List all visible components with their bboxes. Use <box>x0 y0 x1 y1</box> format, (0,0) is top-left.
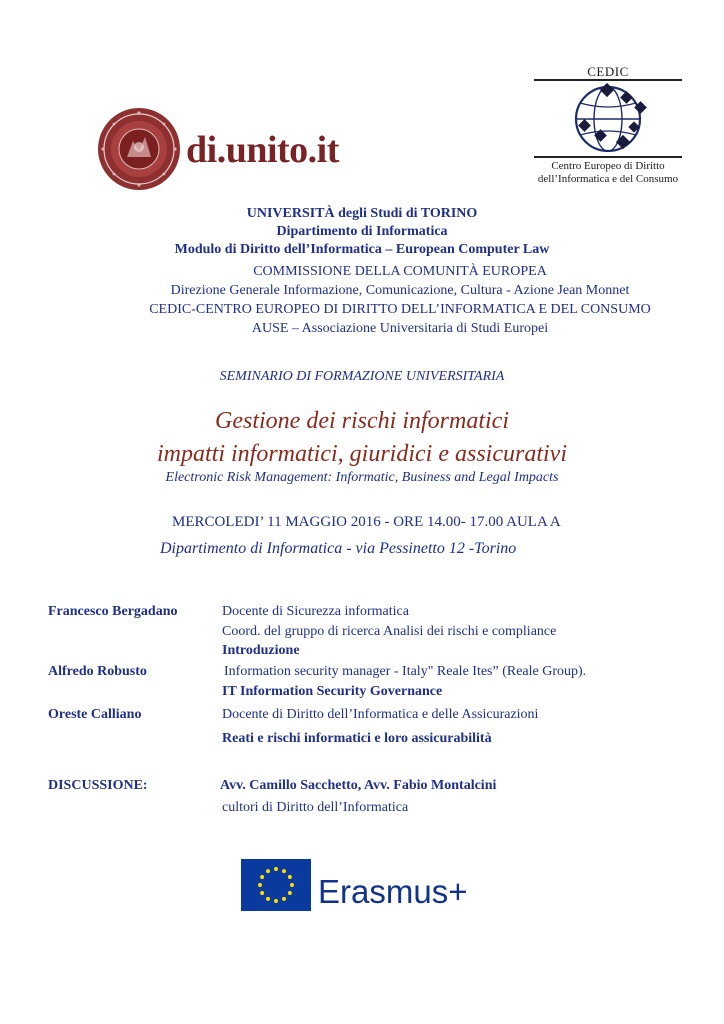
speaker-topic: Reati e rischi informatici e loro assicurabilità <box>222 731 492 746</box>
speaker-name: Oreste Calliano <box>48 707 142 722</box>
speaker-topic: Introduzione <box>222 643 300 658</box>
header-module: Modulo di Diritto dell’Informatica – European Computer Law <box>174 242 550 257</box>
header-ause: AUSE – Associazione Universitaria di Studi Europei <box>251 321 549 336</box>
speaker-role: Docente di Diritto dell’Informatica e delle Assicurazioni <box>222 707 539 722</box>
header-department: Dipartimento di Informatica <box>276 224 448 239</box>
university-seal-logo <box>97 107 181 191</box>
header-commission: COMMISSIONE DELLA COMUNITÀ EUROPEA <box>253 264 547 279</box>
discussion-note: cultori di Diritto dell’Informatica <box>222 800 409 815</box>
event-title-line-2: impatti informatici, giuridici e assicurativi <box>157 441 567 467</box>
event-title-line-1: Gestione dei rischi informatici <box>215 408 509 434</box>
globe-icon <box>562 81 654 157</box>
unito-wordmark: di.unito.it <box>186 129 339 171</box>
header-university: UNIVERSITÀ degli Studi di TORINO <box>246 206 478 221</box>
speaker-topic: IT Information Security Governance <box>222 684 443 699</box>
cedic-name: CEDIC <box>587 64 629 79</box>
event-location: Dipartimento di Informatica - via Pessinetto 12 -Torino <box>160 540 517 557</box>
cedic-subtitle-line-1: Centro Europeo di Diritto <box>551 160 665 172</box>
speaker-role: Coord. del gruppo di ricerca Analisi dei rischi e compliance <box>222 624 557 639</box>
eu-flag-icon <box>241 859 311 911</box>
discussion-people: Avv. Camillo Sacchetto, Avv. Fabio Montalcini <box>220 778 497 793</box>
speaker-name: Alfredo Robusto <box>48 664 147 679</box>
cedic-subtitle-line-2: dell’Informatica e del Consumo <box>537 173 679 185</box>
event-subtitle: Electronic Risk Management: Informatic, Business and Legal Impacts <box>165 470 559 485</box>
event-kind: SEMINARIO DI FORMAZIONE UNIVERSITARIA <box>219 369 505 384</box>
discussion-label: DISCUSSIONE: <box>48 778 148 793</box>
erasmus-wordmark: Erasmus+ <box>318 873 468 910</box>
speaker-role: Docente di Sicurezza informatica <box>222 604 409 619</box>
header-cedic: CEDIC-CENTRO EUROPEO DI DIRITTO DELL’INFORMATICA E DEL CONSUMO <box>149 302 651 317</box>
event-datetime: MERCOLEDI’ 11 MAGGIO 2016 - ORE 14.00- 17.00 AULA A <box>172 514 561 530</box>
speaker-name: Francesco Bergadano <box>48 604 178 619</box>
speaker-role: Information security manager - Italy" Reale Ites” (Reale Group). <box>224 664 587 679</box>
cedic-subtitle <box>522 160 694 186</box>
cedic-rule-bottom <box>534 156 682 158</box>
header-directorate: Direzione Generale Informazione, Comunicazione, Cultura - Azione Jean Monnet <box>170 283 630 298</box>
cedic-logo <box>534 64 682 186</box>
